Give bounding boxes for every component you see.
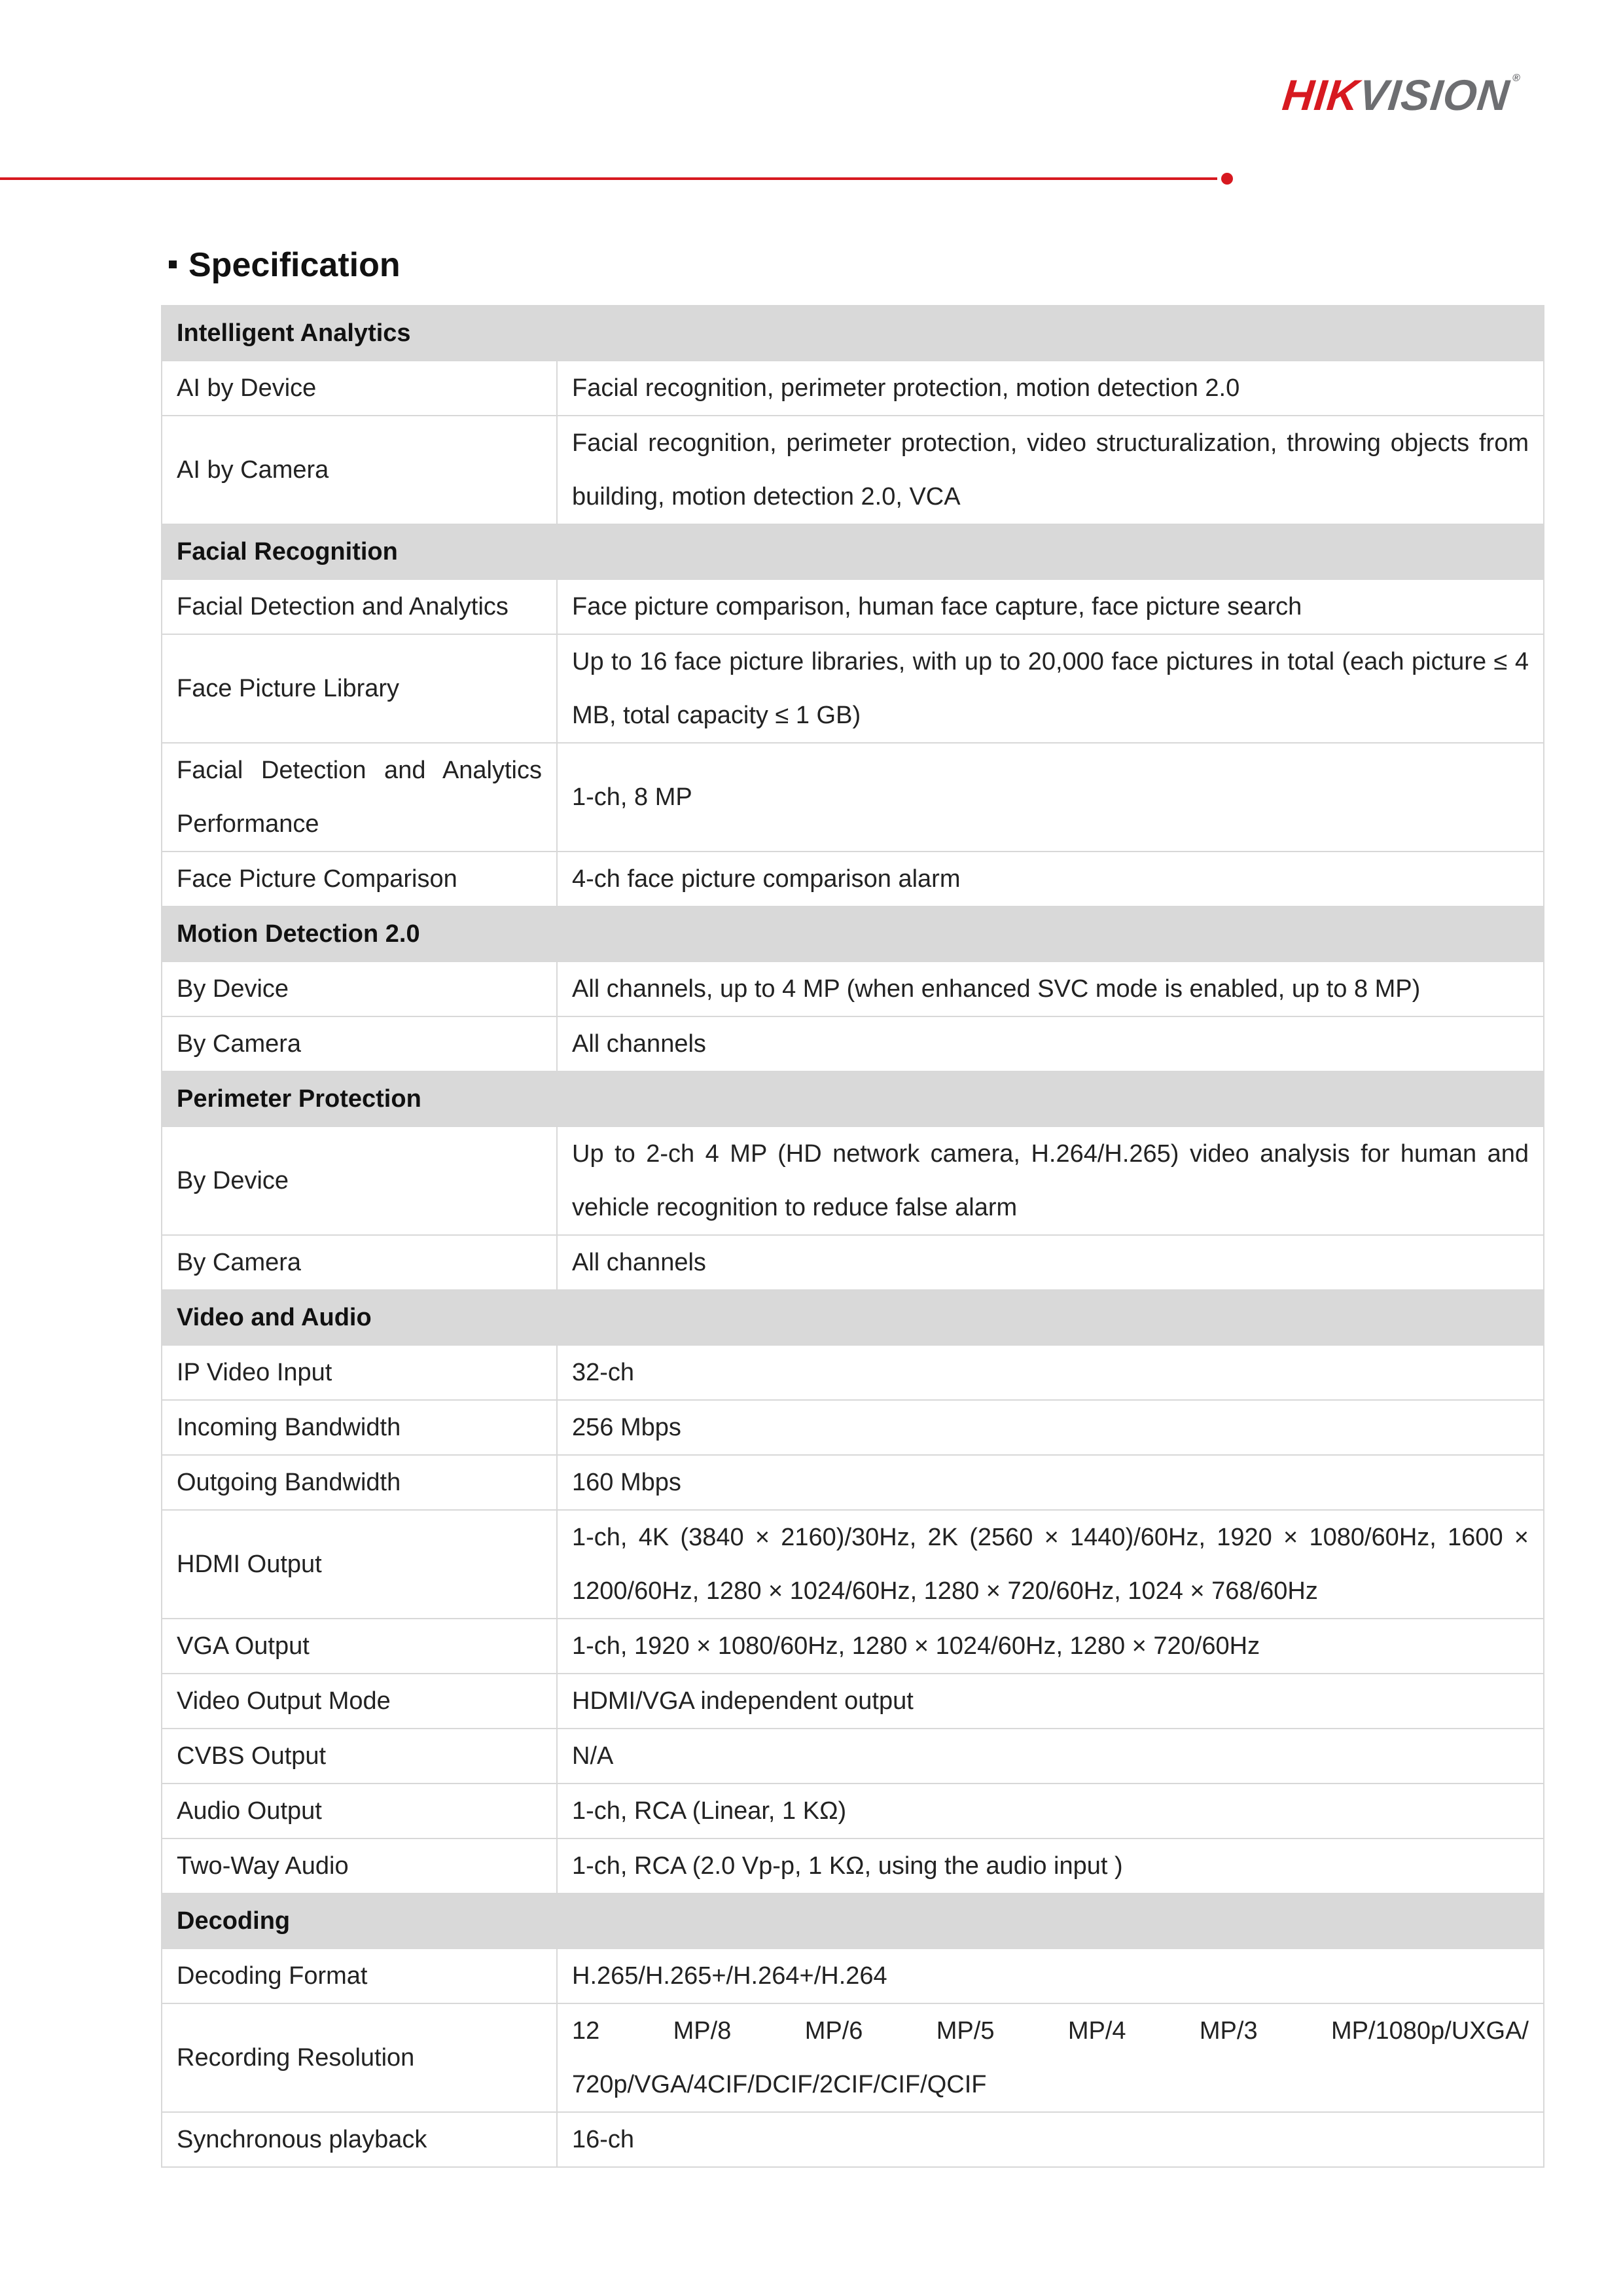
spec-row xyxy=(162,1948,1544,2003)
header-divider-dot xyxy=(1221,173,1233,185)
spec-row xyxy=(162,1619,1544,1674)
spec-label: HDMI Output xyxy=(162,1510,557,1619)
spec-value: 1-ch, RCA (2.0 Vp-p, 1 KΩ, using the audio input ) xyxy=(557,1839,1544,1893)
spec-label: By Device xyxy=(162,961,557,1016)
section-title: Video and Audio xyxy=(162,1290,1544,1345)
spec-value: Face picture comparison, human face capture, face picture search xyxy=(557,579,1544,634)
section-header-row xyxy=(162,1893,1544,1948)
spec-label: Outgoing Bandwidth xyxy=(162,1455,557,1510)
section-title: Facial Recognition xyxy=(162,524,1544,579)
spec-row xyxy=(162,1784,1544,1839)
page-title xyxy=(169,242,401,288)
spec-label: Face Picture Comparison xyxy=(162,852,557,906)
spec-label: Decoding Format xyxy=(162,1948,557,2003)
spec-row xyxy=(162,579,1544,634)
spec-row xyxy=(162,1839,1544,1893)
spec-value: 160 Mbps xyxy=(557,1455,1544,1510)
spec-value: Up to 2-ch 4 MP (HD network camera, H.264/H.265) video analysis for human and vehicle recognition to reduce false alarm xyxy=(557,1126,1544,1235)
spec-label: Synchronous playback xyxy=(162,2112,557,2167)
spec-value: 1-ch, 8 MP xyxy=(557,743,1544,852)
spec-row xyxy=(162,416,1544,524)
spec-row xyxy=(162,961,1544,1016)
spec-row xyxy=(162,852,1544,906)
spec-value: N/A xyxy=(557,1729,1544,1784)
spec-value: Facial recognition, perimeter protection, video structuralization, throwing objects from building, motion detection 2.0, VCA xyxy=(557,416,1544,524)
spec-value: 32-ch xyxy=(557,1345,1544,1400)
spec-label: CVBS Output xyxy=(162,1729,557,1784)
section-title: Decoding xyxy=(162,1893,1544,1948)
spec-value: 4-ch face picture comparison alarm xyxy=(557,852,1544,906)
section-header-row xyxy=(162,906,1544,961)
spec-label: Facial Detection and Analytics xyxy=(162,579,557,634)
spec-label: VGA Output xyxy=(162,1619,557,1674)
spec-row xyxy=(162,1674,1544,1729)
spec-value: All channels xyxy=(557,1235,1544,1290)
spec-value: 12 MP/8 MP/6 MP/5 MP/4 MP/3 MP/1080p/UXGA/ 720p/VGA/4CIF/DCIF/2CIF/CIF/QCIF xyxy=(557,2003,1544,2112)
spec-label: Facial Detection and Analytics Performance xyxy=(162,743,557,852)
spec-value: HDMI/VGA independent output xyxy=(557,1674,1544,1729)
spec-label: Incoming Bandwidth xyxy=(162,1400,557,1455)
hikvision-logo xyxy=(1281,73,1522,117)
specification-table xyxy=(161,305,1544,2168)
spec-row xyxy=(162,1400,1544,1455)
spec-row xyxy=(162,634,1544,743)
spec-label: Face Picture Library xyxy=(162,634,557,743)
spec-value: 1-ch, RCA (Linear, 1 KΩ) xyxy=(557,1784,1544,1839)
spec-value: Facial recognition, perimeter protection, motion detection 2.0 xyxy=(557,361,1544,416)
spec-row xyxy=(162,1126,1544,1235)
section-title: Intelligent Analytics xyxy=(162,306,1544,361)
spec-value: 1-ch, 4K (3840 × 2160)/30Hz, 2K (2560 × 1440)/60Hz, 1920 × 1080/60Hz, 1600 × 1200/60Hz, 1280 × 1024/60Hz, 1280 × 720/60Hz, 1024 × 768/60Hz xyxy=(557,1510,1544,1619)
spec-label: Two-Way Audio xyxy=(162,1839,557,1893)
spec-value: All channels xyxy=(557,1016,1544,1071)
spec-label: By Camera xyxy=(162,1016,557,1071)
section-header-row xyxy=(162,524,1544,579)
spec-row xyxy=(162,361,1544,416)
spec-label: AI by Device xyxy=(162,361,557,416)
section-title: Perimeter Protection xyxy=(162,1071,1544,1126)
spec-row xyxy=(162,1455,1544,1510)
section-header-row xyxy=(162,306,1544,361)
spec-value: 1-ch, 1920 × 1080/60Hz, 1280 × 1024/60Hz, 1280 × 720/60Hz xyxy=(557,1619,1544,1674)
spec-label: Recording Resolution xyxy=(162,2003,557,2112)
spec-row xyxy=(162,1016,1544,1071)
spec-label: By Camera xyxy=(162,1235,557,1290)
spec-value: 256 Mbps xyxy=(557,1400,1544,1455)
spec-row xyxy=(162,2003,1544,2112)
spec-value: 16-ch xyxy=(557,2112,1544,2167)
header-divider-line xyxy=(0,177,1217,180)
section-header-row xyxy=(162,1290,1544,1345)
spec-label: AI by Camera xyxy=(162,416,557,524)
spec-value: H.265/H.265+/H.264+/H.264 xyxy=(557,1948,1544,2003)
section-header-row xyxy=(162,1071,1544,1126)
section-title: Motion Detection 2.0 xyxy=(162,906,1544,961)
spec-label: By Device xyxy=(162,1126,557,1235)
registered-mark: ® xyxy=(1512,73,1522,84)
square-bullet-icon xyxy=(169,260,177,268)
logo-text-gray: VISION xyxy=(1356,71,1512,119)
spec-row xyxy=(162,743,1544,852)
spec-value: All channels, up to 4 MP (when enhanced SVC mode is enabled, up to 8 MP) xyxy=(557,961,1544,1016)
spec-label: Audio Output xyxy=(162,1784,557,1839)
page-title-text: Specification xyxy=(188,246,401,284)
spec-label: Video Output Mode xyxy=(162,1674,557,1729)
spec-row xyxy=(162,1345,1544,1400)
spec-row xyxy=(162,2112,1544,2167)
spec-value: Up to 16 face picture libraries, with up to 20,000 face pictures in total (each picture ≤ 4 MB, total capacity ≤ 1 GB) xyxy=(557,634,1544,743)
logo-text-red: HIK xyxy=(1280,71,1362,119)
spec-label: IP Video Input xyxy=(162,1345,557,1400)
spec-row xyxy=(162,1510,1544,1619)
spec-row xyxy=(162,1729,1544,1784)
spec-row xyxy=(162,1235,1544,1290)
